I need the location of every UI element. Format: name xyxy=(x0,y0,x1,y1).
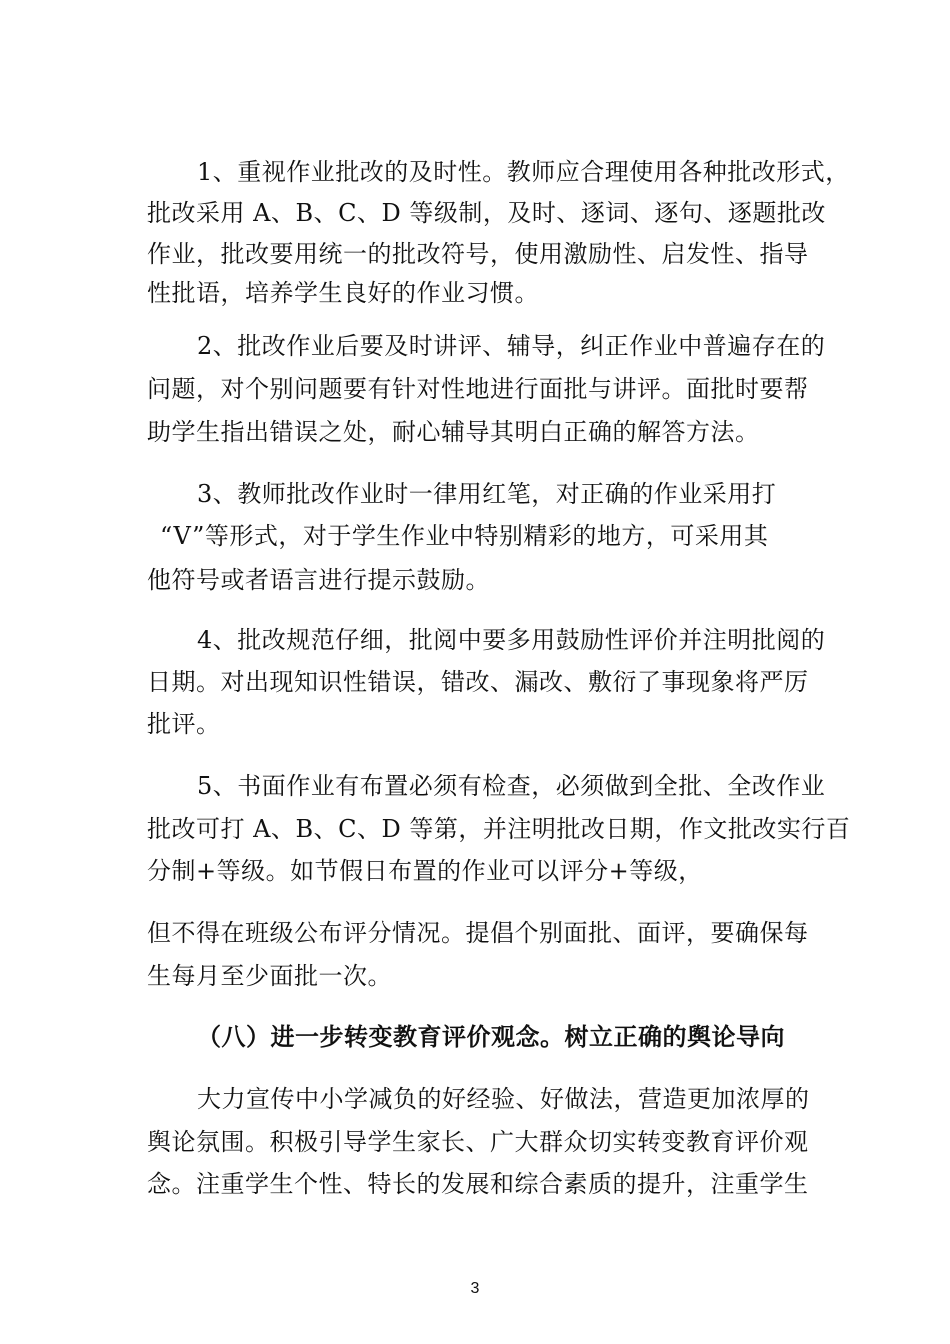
paragraph-line: 3、教师批改作业时一律用红笔，对正确的作业采用打 xyxy=(197,480,777,508)
paragraph-line: 5、书面作业有布置必须有检查，必须做到全批、全改作业 xyxy=(197,772,826,800)
paragraph-line: 1、重视作业批改的及时性。教师应合理使用各种批改形式， xyxy=(197,158,850,186)
paragraph-line: 日期。对出现知识性错误，错改、漏改、敷衍了事现象将严厉 xyxy=(147,668,809,696)
paragraph-line: 批改采用 A、B、C、D 等级制，及时、逐词、逐句、逐题批改 xyxy=(147,199,826,227)
paragraph-line: 2、批改作业后要及时讲评、辅导，纠正作业中普遍存在的 xyxy=(197,332,826,360)
page-number: 3 xyxy=(470,1280,480,1297)
paragraph-line: 他符号或者语言进行提示鼓励。 xyxy=(147,566,490,594)
paragraph-line: 生每月至少面批一次。 xyxy=(147,962,392,990)
paragraph-line: 大力宣传中小学减负的好经验、好做法，营造更加浓厚的 xyxy=(197,1085,810,1113)
paragraph-line: “V”等形式，对于学生作业中特别精彩的地方，可采用其 xyxy=(160,522,769,550)
paragraph-line: 舆论氛围。积极引导学生家长、广大群众切实转变教育评价观 xyxy=(147,1128,809,1156)
section-heading: （八）进一步转变教育评价观念。树立正确的舆论导向 xyxy=(197,1023,785,1051)
paragraph-line: 分制+等级。如节假日布置的作业可以评分+等级， xyxy=(147,857,703,885)
paragraph-line: 但不得在班级公布评分情况。提倡个别面批、面评，要确保每 xyxy=(147,919,809,947)
paragraph-line: 作业，批改要用统一的批改符号，使用激励性、启发性、指导 xyxy=(147,240,809,268)
paragraph-line: 4、批改规范仔细，批阅中要多用鼓励性评价并注明批阅的 xyxy=(197,626,826,654)
paragraph-line: 助学生指出错误之处，耐心辅导其明白正确的解答方法。 xyxy=(147,418,760,446)
paragraph-line: 念。注重学生个性、特长的发展和综合素质的提升，注重学生 xyxy=(147,1170,809,1198)
paragraph-line: 批改可打 A、B、C、D 等第，并注明批改日期，作文批改实行百 xyxy=(147,815,851,843)
paragraph-line: 批评。 xyxy=(147,710,221,738)
paragraph-line: 问题，对个别问题要有针对性地进行面批与讲评。面批时要帮 xyxy=(147,375,809,403)
paragraph-line: 性批语，培养学生良好的作业习惯。 xyxy=(147,279,539,307)
